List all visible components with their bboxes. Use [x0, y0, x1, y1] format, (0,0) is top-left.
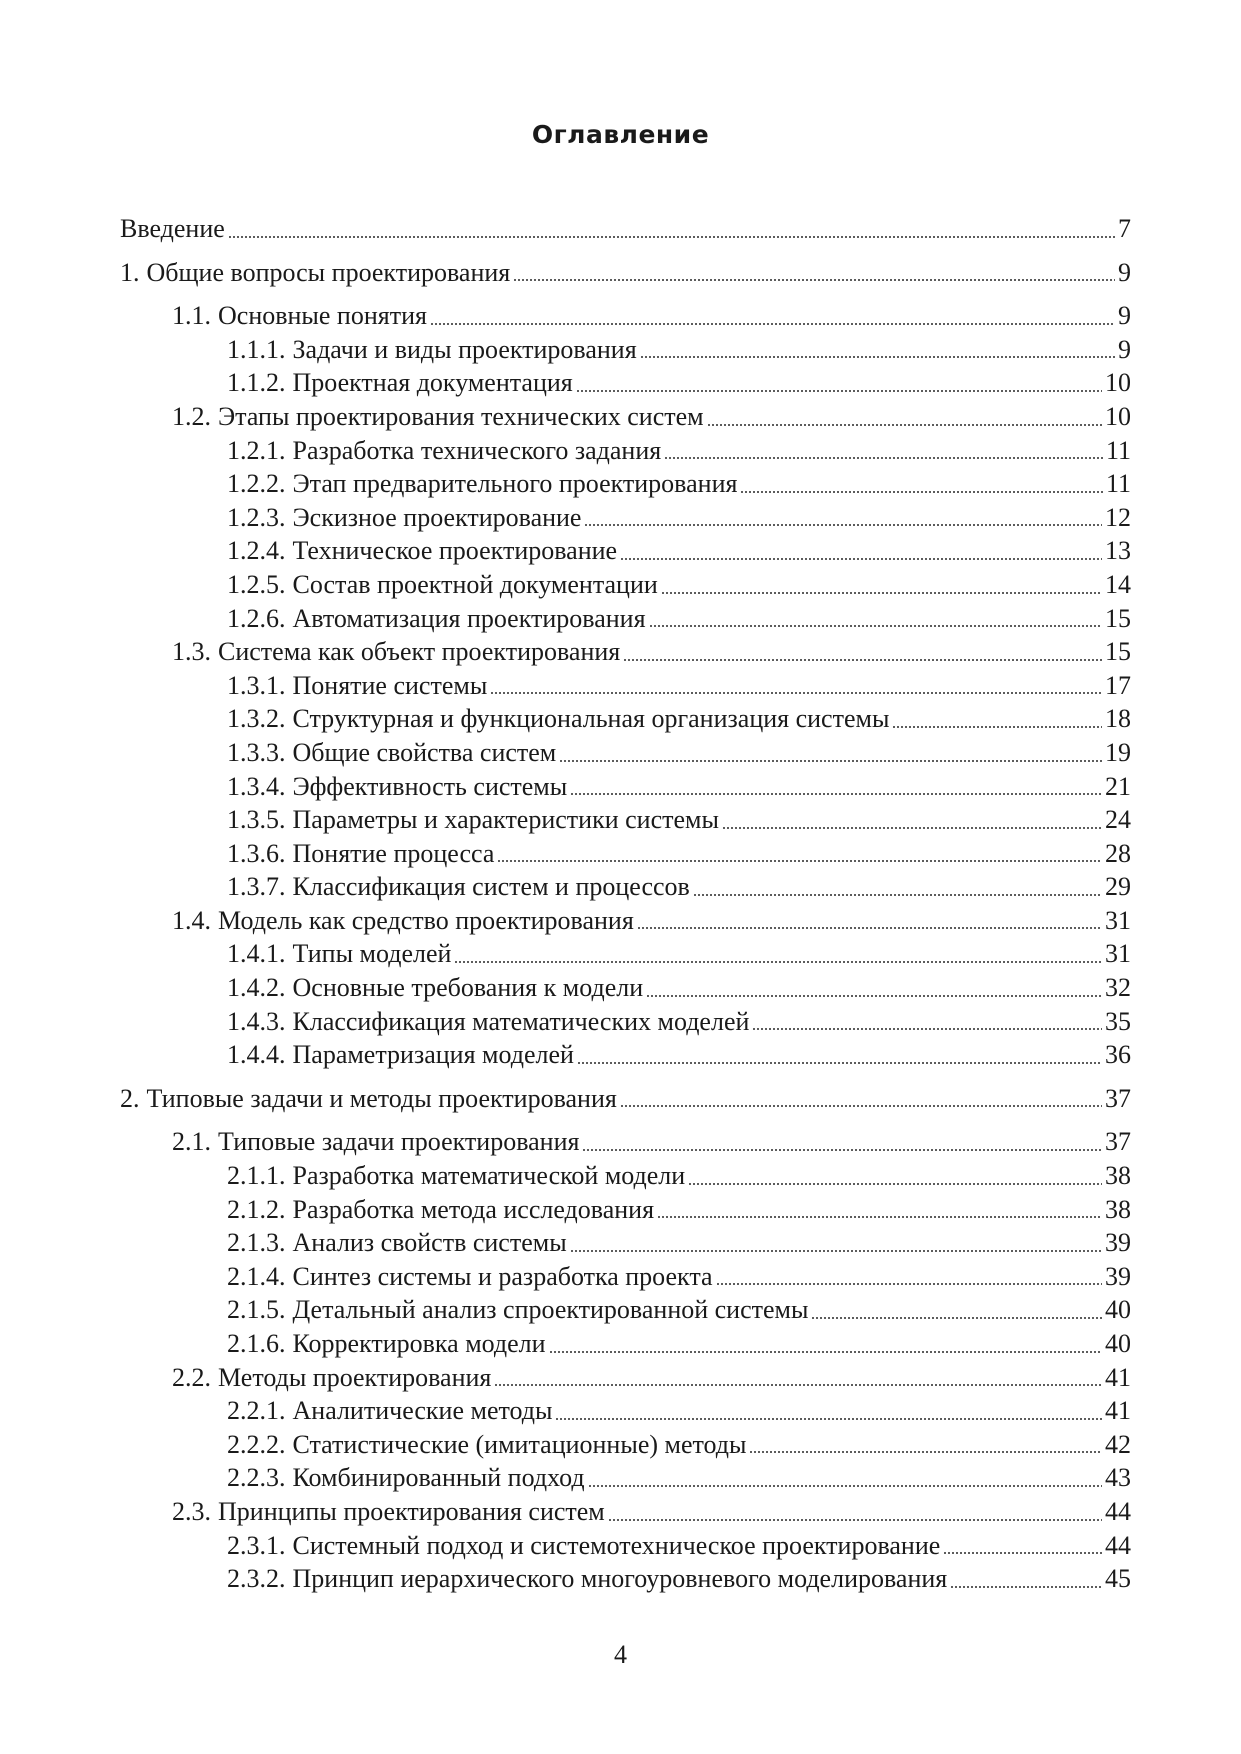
- toc-entry-page: 39: [1105, 1228, 1131, 1258]
- toc-entry[interactable]: [120, 534, 1131, 568]
- dot-leader: [892, 726, 1102, 728]
- toc-entry[interactable]: [120, 870, 1131, 904]
- toc-entry-title: Корректировка модели: [292, 1329, 546, 1358]
- toc-entry-title: Параметры и характеристики системы: [292, 805, 719, 835]
- toc-entry-number: 1.2.: [172, 401, 211, 431]
- toc-entry-page: 36: [1105, 1040, 1131, 1070]
- toc-entry-title: Эскизное проектирование: [292, 502, 582, 532]
- toc-entry-title: Разработка математической модели: [292, 1161, 686, 1191]
- toc-entry-number: 2.1.: [172, 1127, 211, 1157]
- toc-entry[interactable]: [120, 1005, 1131, 1039]
- toc-entry-number: 2.1.3.: [227, 1228, 286, 1258]
- dot-leader: [570, 1250, 1102, 1252]
- toc-entry-title: Принципы проектирования систем: [218, 1496, 605, 1526]
- toc-entry-page: 19: [1105, 737, 1131, 767]
- toc-entry-title: Аналитические методы: [292, 1396, 553, 1426]
- toc-entry-number: 1.4.3.: [227, 1006, 286, 1036]
- dot-leader: [588, 1485, 1102, 1487]
- dot-leader: [608, 1519, 1102, 1521]
- toc-entry-number: 1.3.6.: [227, 838, 286, 868]
- dot-leader: [640, 356, 1115, 358]
- toc-entry-page: 14: [1105, 569, 1131, 599]
- dot-leader: [559, 760, 1102, 762]
- toc-entry[interactable]: [120, 669, 1131, 703]
- toc-entry-title: Общие вопросы проектирования: [146, 257, 511, 287]
- toc-entry[interactable]: [120, 400, 1131, 434]
- toc-entry-page: 29: [1105, 872, 1131, 902]
- toc-entry-page: 41: [1105, 1362, 1131, 1392]
- toc-entry-page: 7: [1118, 214, 1131, 243]
- dot-leader: [494, 1384, 1102, 1386]
- toc-entry[interactable]: [120, 1461, 1131, 1495]
- toc-entry-number: 1.2.5.: [227, 569, 286, 599]
- toc-entry-title: Проектная документация: [292, 368, 573, 398]
- toc-entry-title: Основные понятия: [218, 301, 427, 331]
- dot-leader: [740, 491, 1103, 493]
- table-of-contents: [120, 212, 1131, 1596]
- toc-entry[interactable]: [120, 1361, 1131, 1395]
- dot-leader: [513, 279, 1115, 281]
- toc-entry-page: 32: [1105, 973, 1131, 1003]
- toc-entry-number: 1.3.: [172, 637, 211, 667]
- toc-entry-number: 1.2.3.: [227, 502, 286, 532]
- toc-entry-number: 1.2.4.: [227, 536, 286, 566]
- dot-leader: [811, 1317, 1102, 1319]
- dot-leader: [549, 1351, 1102, 1353]
- toc-entry[interactable]: [120, 256, 1131, 290]
- toc-entry[interactable]: [120, 736, 1131, 770]
- toc-entry-number: 1.3.5.: [227, 805, 286, 835]
- toc-entry-title: Эффективность системы: [292, 771, 568, 801]
- toc-entry-page: 31: [1105, 905, 1131, 935]
- toc-entry-title: Состав проектной документации: [292, 569, 658, 599]
- toc-entry-title: Разработка метода исследования: [292, 1194, 655, 1224]
- dot-leader: [497, 860, 1102, 862]
- page-title: Оглавление: [531, 120, 710, 149]
- toc-entry[interactable]: [120, 770, 1131, 804]
- dot-leader: [943, 1552, 1102, 1554]
- toc-entry[interactable]: [120, 501, 1131, 535]
- toc-entry-title: Разработка технического задания: [292, 435, 662, 465]
- dot-leader: [620, 1105, 1102, 1107]
- toc-entry[interactable]: [120, 602, 1131, 636]
- toc-entry-title: Классификация математических моделей: [292, 1006, 750, 1036]
- toc-entry[interactable]: [120, 1159, 1131, 1193]
- dot-leader: [584, 524, 1102, 526]
- dot-leader: [577, 1062, 1102, 1064]
- toc-entry-title: Основные требования к модели: [292, 973, 644, 1003]
- toc-entry-page: 15: [1105, 637, 1131, 667]
- toc-entry-page: 41: [1105, 1396, 1131, 1426]
- toc-entry[interactable]: [120, 1428, 1131, 1462]
- toc-entry-number: 1.4.1.: [227, 939, 286, 969]
- toc-entry-number: 1.: [120, 257, 140, 287]
- dot-leader: [576, 390, 1102, 392]
- toc-entry-number: 2.3.1.: [227, 1530, 286, 1560]
- dot-leader: [620, 558, 1102, 560]
- toc-entry[interactable]: [120, 434, 1131, 468]
- toc-entry-page: 13: [1105, 536, 1131, 566]
- dot-leader: [950, 1586, 1102, 1588]
- dot-leader: [693, 894, 1102, 896]
- toc-entry-page: 11: [1105, 469, 1131, 499]
- toc-entry-title: Классификация систем и процессов: [292, 872, 690, 902]
- toc-entry[interactable]: [120, 467, 1131, 501]
- dot-leader: [661, 592, 1102, 594]
- toc-entry-title: Системный подход и системотехническое проектирование: [292, 1530, 941, 1560]
- toc-entry-title: Типовые задачи и методы проектирования: [146, 1083, 617, 1113]
- toc-entry-page: 35: [1105, 1006, 1131, 1036]
- toc-entry-number: 2.: [120, 1083, 140, 1113]
- toc-entry-title: Автоматизация проектирования: [292, 603, 646, 633]
- toc-entry-title: Модель как средство проектирования: [218, 905, 634, 935]
- toc-entry-number: 1.2.1.: [227, 435, 286, 465]
- toc-entry-page: 9: [1118, 334, 1131, 364]
- toc-entry-number: 1.3.1.: [227, 670, 286, 700]
- toc-entry[interactable]: [120, 803, 1131, 837]
- toc-entry-title: Общие свойства систем: [292, 737, 557, 767]
- toc-entry-page: 18: [1105, 704, 1131, 734]
- toc-entry-number: 2.3.: [172, 1496, 211, 1526]
- toc-entry-title: Типы моделей: [292, 939, 452, 969]
- dot-leader: [707, 424, 1102, 426]
- dot-leader: [649, 625, 1102, 627]
- toc-entry-number: 1.4.: [172, 905, 211, 935]
- toc-entry-page: 9: [1118, 257, 1131, 287]
- toc-entry-page: 28: [1105, 838, 1131, 868]
- toc-entry-title: Комбинированный подход: [292, 1463, 585, 1493]
- toc-entry-page: 12: [1105, 502, 1131, 532]
- dot-leader: [749, 1451, 1102, 1453]
- dot-leader: [570, 793, 1102, 795]
- toc-entry-page: 42: [1105, 1429, 1131, 1459]
- toc-entry-title: Статистические (имитационные) методы: [292, 1429, 747, 1459]
- toc-entry-page: 40: [1105, 1295, 1131, 1325]
- dot-leader: [555, 1418, 1102, 1420]
- toc-entry-number: 1.4.4.: [227, 1040, 286, 1070]
- dot-leader: [657, 1216, 1102, 1218]
- toc-entry-title: Задачи и виды проектирования: [292, 334, 637, 364]
- dot-leader: [664, 457, 1103, 459]
- toc-entry-number: 2.2.: [172, 1362, 211, 1392]
- toc-entry-number: 2.2.3.: [227, 1463, 286, 1493]
- toc-entry[interactable]: [120, 212, 1131, 246]
- dot-leader: [688, 1183, 1102, 1185]
- toc-entry[interactable]: [120, 904, 1131, 938]
- toc-entry[interactable]: [120, 1082, 1131, 1116]
- toc-entry-number: 1.3.4.: [227, 771, 286, 801]
- toc-entry-page: 37: [1105, 1083, 1131, 1113]
- toc-entry[interactable]: [120, 568, 1131, 602]
- dot-leader: [228, 236, 1115, 238]
- toc-entry-title: Понятие системы: [292, 670, 488, 700]
- toc-entry-page: 39: [1105, 1261, 1131, 1291]
- toc-entry[interactable]: [120, 1260, 1131, 1294]
- toc-entry[interactable]: [120, 1226, 1131, 1260]
- dot-leader: [430, 323, 1115, 325]
- toc-entry-title: Система как объект проектирования: [218, 637, 621, 667]
- toc-entry-title: Анализ свойств системы: [292, 1228, 567, 1258]
- toc-entry-page: 21: [1105, 771, 1131, 801]
- toc-entry-number: 2.1.1.: [227, 1161, 286, 1191]
- toc-entry[interactable]: [120, 1327, 1131, 1361]
- toc-entry[interactable]: [120, 1562, 1131, 1596]
- toc-entry-number: 1.3.2.: [227, 704, 286, 734]
- toc-entry-number: 2.3.2.: [227, 1564, 286, 1594]
- toc-entry-page: 15: [1105, 603, 1131, 633]
- toc-entry-page: 37: [1105, 1127, 1131, 1157]
- dot-leader: [752, 1028, 1102, 1030]
- toc-entry-page: 17: [1105, 670, 1131, 700]
- toc-entry-title: Структурная и функциональная организация системы: [292, 704, 890, 734]
- toc-entry-page: 10: [1105, 368, 1131, 398]
- dot-leader: [454, 961, 1102, 963]
- toc-entry-title: Параметризация моделей: [292, 1040, 574, 1070]
- toc-entry-page: 38: [1105, 1161, 1131, 1191]
- toc-entry-number: 1.3.3.: [227, 737, 286, 767]
- toc-entry-page: 38: [1105, 1194, 1131, 1224]
- toc-entry-number: 2.1.6.: [227, 1329, 286, 1358]
- toc-entry[interactable]: [120, 1125, 1131, 1159]
- toc-entry-number: 2.1.4.: [227, 1261, 286, 1291]
- toc-entry-number: 1.4.2.: [227, 973, 286, 1003]
- toc-entry[interactable]: [120, 1529, 1131, 1563]
- toc-entry-title: Техническое проектирование: [292, 536, 618, 566]
- toc-entry-page: 44: [1105, 1530, 1131, 1560]
- toc-entry[interactable]: [120, 937, 1131, 971]
- toc-entry-number: 1.2.2.: [227, 469, 286, 499]
- page-number: 4: [614, 1640, 627, 1669]
- toc-entry-number: 1.3.7.: [227, 872, 286, 902]
- toc-entry[interactable]: [120, 702, 1131, 736]
- dot-leader: [722, 827, 1102, 829]
- toc-entry-title: Этапы проектирования технических систем: [218, 401, 704, 431]
- toc-entry-page: 40: [1105, 1329, 1131, 1358]
- toc-entry[interactable]: [120, 1293, 1131, 1327]
- toc-entry-title: Понятие процесса: [292, 838, 495, 868]
- dot-leader: [490, 692, 1102, 694]
- toc-entry[interactable]: [120, 1394, 1131, 1428]
- toc-entry[interactable]: [120, 971, 1131, 1005]
- toc-entry-number: 2.1.2.: [227, 1194, 286, 1224]
- toc-entry-title: Этап предварительного проектирования: [292, 469, 738, 499]
- toc-entry[interactable]: [120, 1495, 1131, 1529]
- toc-entry-page: 45: [1105, 1564, 1131, 1594]
- toc-entry[interactable]: [120, 1038, 1131, 1072]
- toc-entry-page: 10: [1105, 401, 1131, 431]
- dot-leader: [716, 1283, 1102, 1285]
- toc-entry-page: 31: [1105, 939, 1131, 969]
- toc-entry[interactable]: [120, 333, 1131, 367]
- toc-entry[interactable]: [120, 1193, 1131, 1227]
- toc-entry-number: 2.2.1.: [227, 1396, 286, 1426]
- toc-entry-title: Введение: [120, 214, 225, 243]
- toc-entry-title: Методы проектирования: [218, 1362, 492, 1392]
- toc-entry[interactable]: [120, 366, 1131, 400]
- toc-entry[interactable]: [120, 299, 1131, 333]
- toc-entry-title: Синтез системы и разработка проекта: [292, 1261, 713, 1291]
- toc-entry-number: 1.1.2.: [227, 368, 286, 398]
- toc-entry-page: 24: [1105, 805, 1131, 835]
- toc-entry-page: 11: [1105, 435, 1131, 465]
- dot-leader: [582, 1149, 1102, 1151]
- dot-leader: [637, 927, 1102, 929]
- toc-entry-number: 1.1.1.: [227, 334, 286, 364]
- dot-leader: [646, 995, 1102, 997]
- toc-entry-number: 2.1.5.: [227, 1295, 286, 1325]
- toc-entry[interactable]: [120, 635, 1131, 669]
- toc-entry-title: Детальный анализ спроектированной системы: [292, 1295, 809, 1325]
- toc-entry-page: 9: [1118, 301, 1131, 331]
- toc-entry-title: Принцип иерархического многоуровневого моделирования: [292, 1564, 948, 1594]
- toc-entry-title: Типовые задачи проектирования: [218, 1127, 580, 1157]
- toc-entry-number: 2.2.2.: [227, 1429, 286, 1459]
- toc-entry-page: 44: [1105, 1496, 1131, 1526]
- toc-entry-page: 43: [1105, 1463, 1131, 1493]
- dot-leader: [623, 659, 1102, 661]
- toc-entry-number: 1.2.6.: [227, 603, 286, 633]
- toc-entry[interactable]: [120, 837, 1131, 871]
- toc-entry-number: 1.1.: [172, 301, 211, 331]
